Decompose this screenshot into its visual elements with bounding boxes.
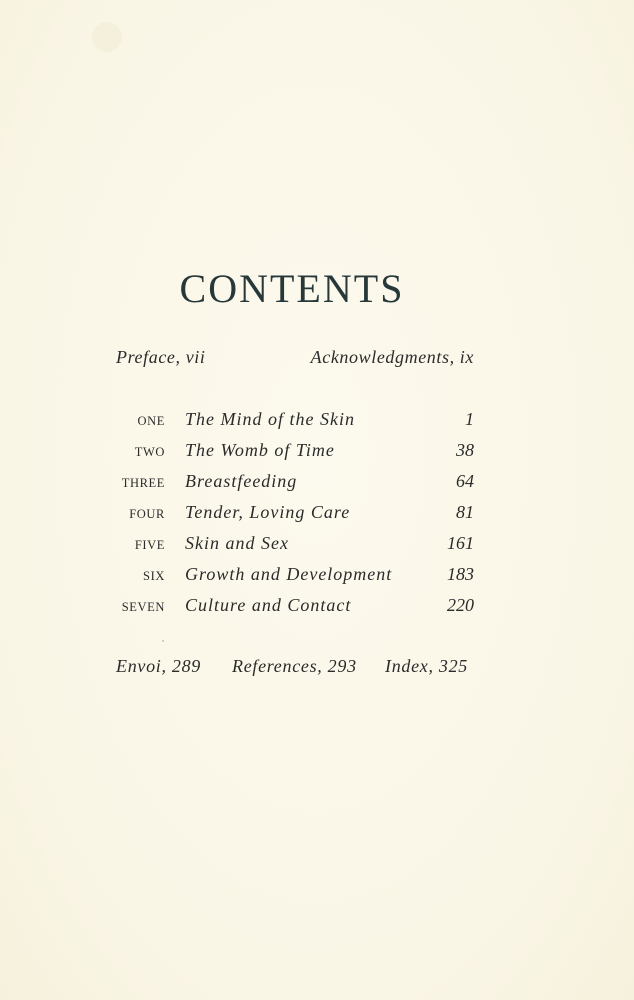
chapter-title: Breastfeeding (185, 471, 298, 491)
chapter-title: Tender, Loving Care (185, 502, 351, 522)
chapter-number: ONE (137, 414, 165, 428)
chapter-title: Skin and Sex (185, 533, 289, 553)
chapter-page: 64 (456, 471, 474, 491)
chapter-number: SEVEN (121, 600, 165, 614)
chapter-title: Culture and Contact (185, 595, 352, 615)
paper-speck (162, 640, 164, 642)
acknowledgments-entry: Acknowledgments, ix (310, 347, 474, 367)
chapter-number: FIVE (134, 538, 165, 552)
chapter-number: FOUR (129, 507, 165, 521)
chapter-number: THREE (121, 476, 165, 490)
index-entry: Index, 325 (385, 656, 468, 676)
preface-entry: Preface, vii (116, 347, 206, 367)
chapter-number: TWO (134, 445, 165, 459)
chapter-entry (110, 595, 474, 626)
chapter-list (110, 409, 474, 626)
chapter-title: The Womb of Time (185, 440, 335, 460)
chapter-number: SIX (143, 569, 165, 583)
chapter-entry (110, 502, 474, 533)
chapter-page: 183 (447, 564, 474, 584)
chapter-page: 38 (456, 440, 474, 460)
chapter-entry (110, 440, 474, 471)
chapter-page: 81 (456, 502, 474, 522)
paper-stain (92, 22, 122, 52)
chapter-title: Growth and Development (185, 564, 393, 584)
references-entry: References, 293 (232, 656, 357, 676)
chapter-entry (110, 409, 474, 440)
chapter-page: 161 (447, 533, 474, 553)
chapter-page: 220 (447, 595, 474, 615)
chapter-title: The Mind of the Skin (185, 409, 355, 429)
chapter-entry (110, 533, 474, 564)
chapter-entry (110, 564, 474, 595)
chapter-page: 1 (465, 409, 474, 429)
front-matter (116, 347, 474, 373)
chapter-entry (110, 471, 474, 502)
envoi-entry: Envoi, 289 (116, 656, 201, 676)
page-title: CONTENTS (179, 266, 405, 311)
